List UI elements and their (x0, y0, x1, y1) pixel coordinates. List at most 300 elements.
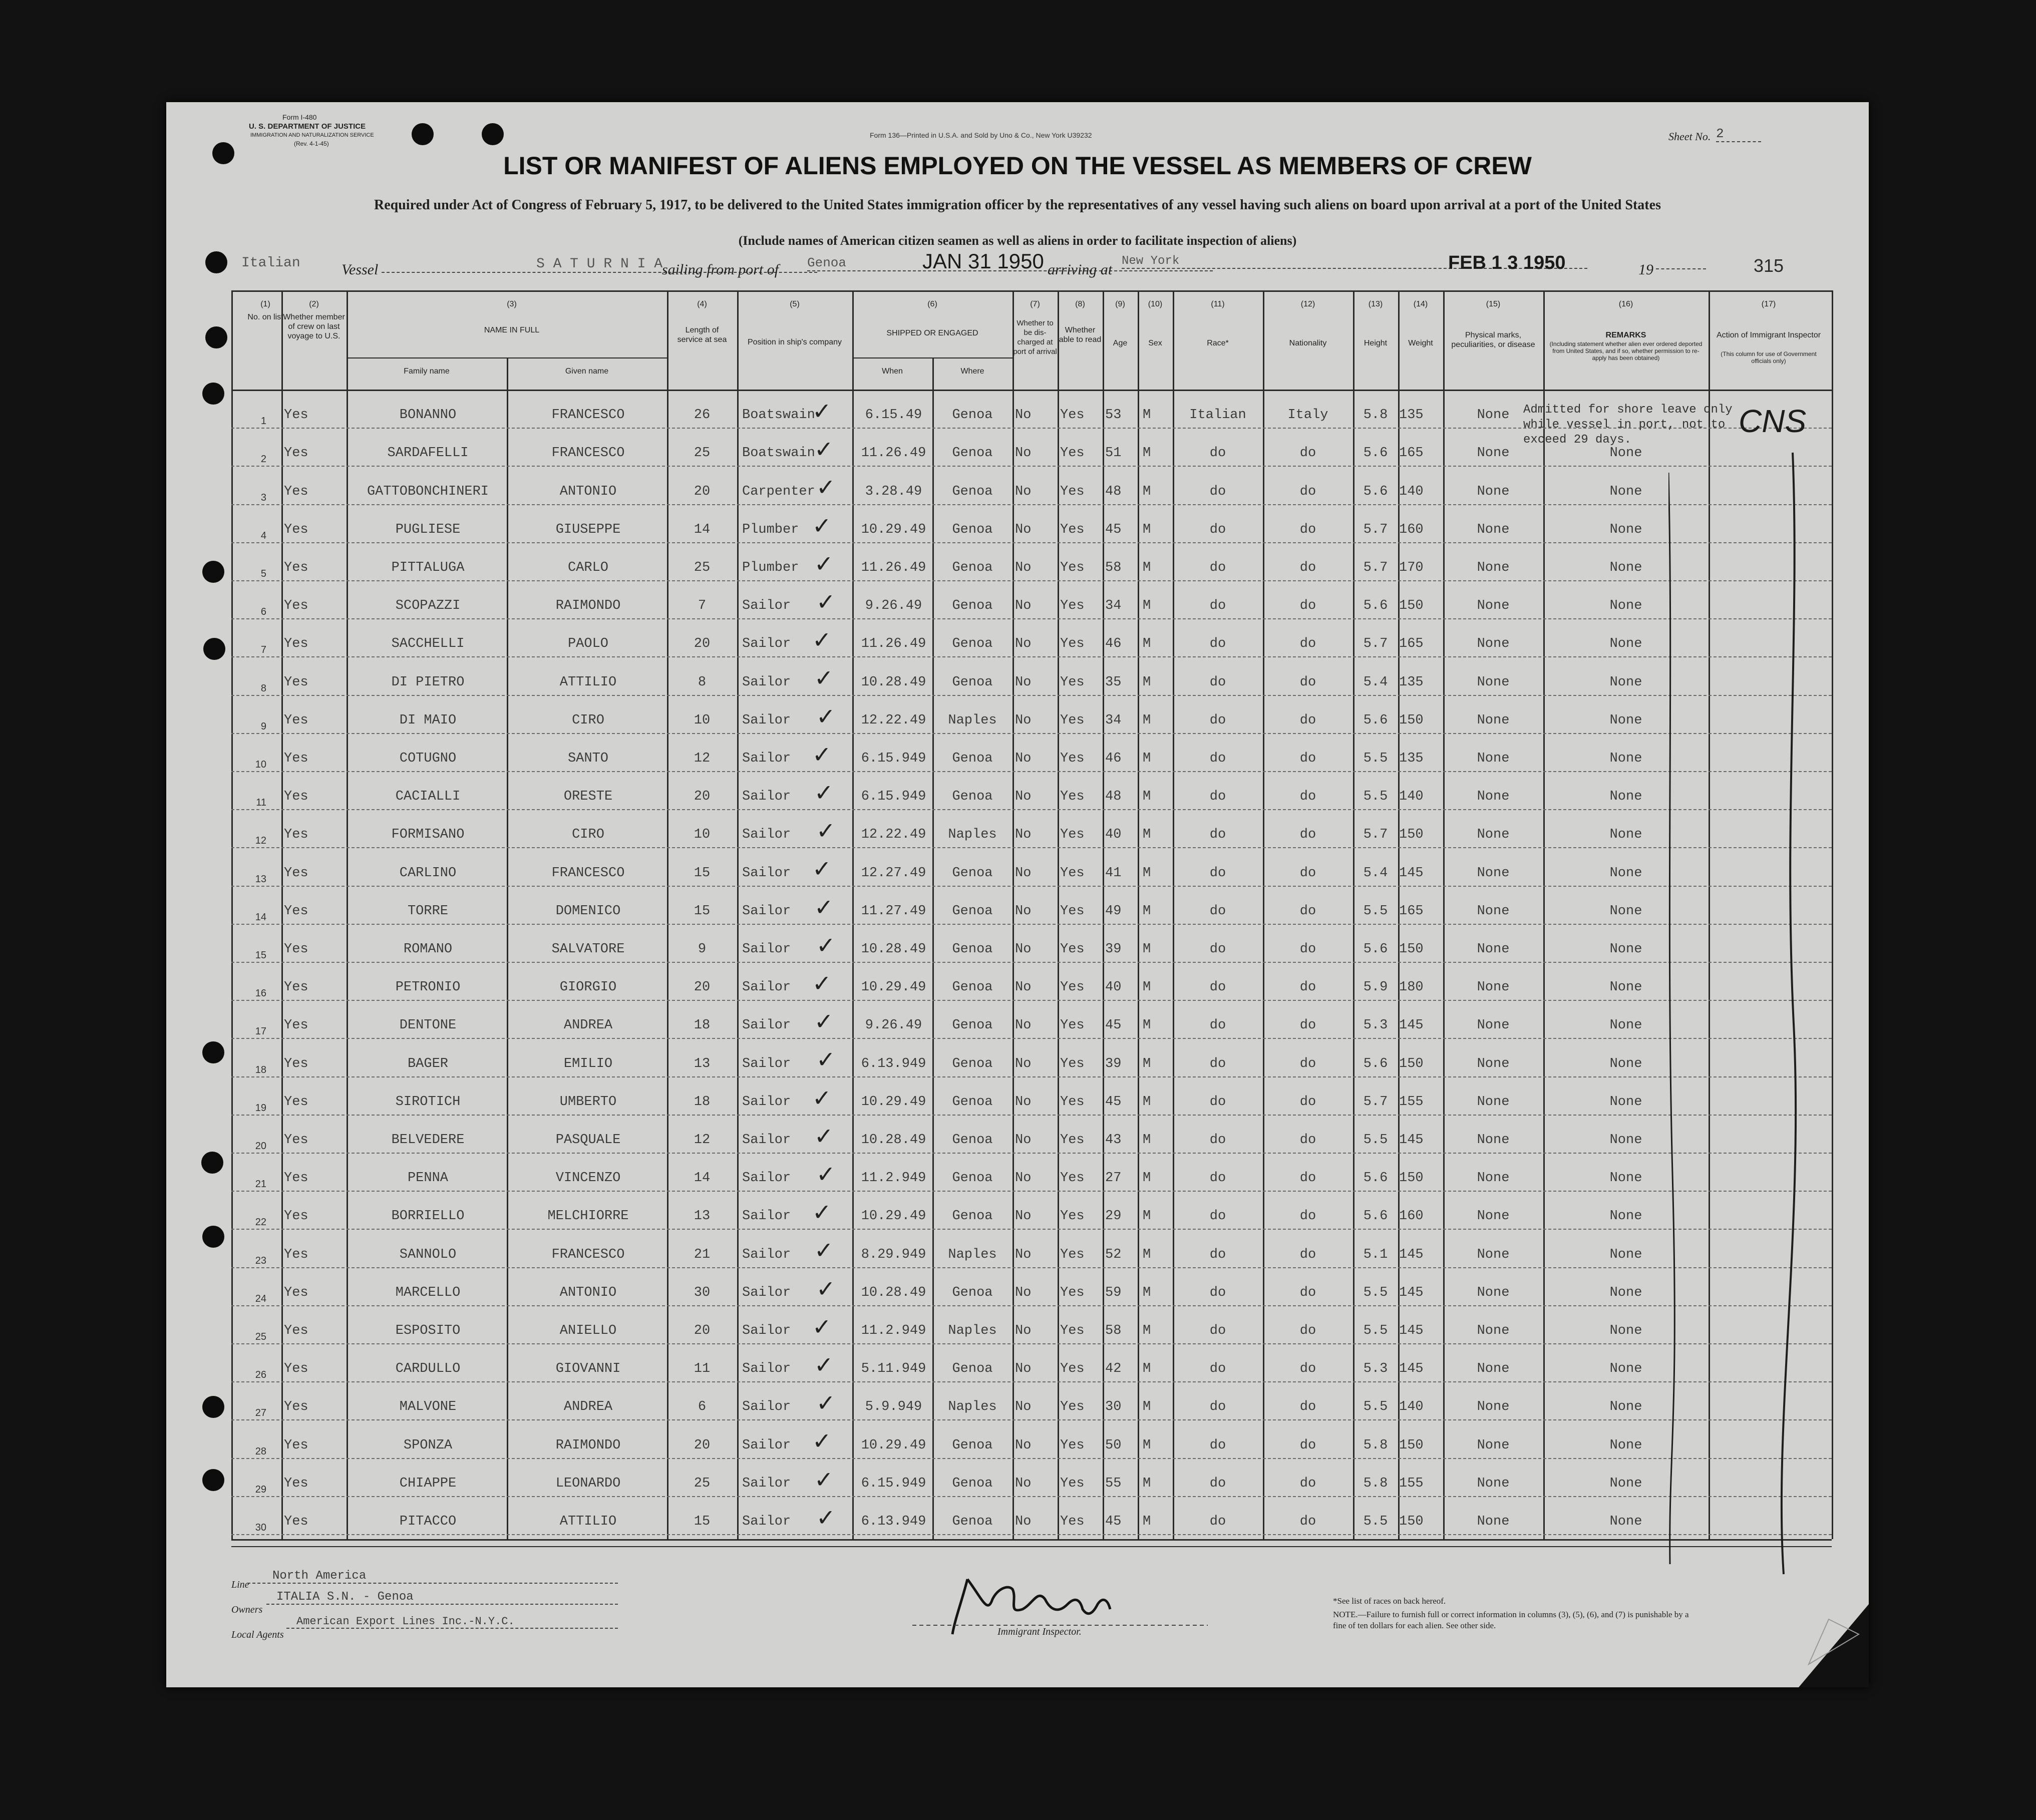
cell-service: 6 (698, 1399, 707, 1415)
cell-where: Genoa (952, 408, 993, 423)
cell-remarks: None (1609, 942, 1642, 957)
cell-sex: M (1143, 1476, 1151, 1491)
cell-read: Yes (1060, 636, 1085, 652)
row-rule (231, 1115, 1832, 1116)
cell-last: Yes (284, 942, 308, 957)
cell-when: 11.26.49 (861, 446, 926, 461)
cell-marks: None (1477, 522, 1510, 537)
cell-family: ESPOSITO (395, 1323, 461, 1338)
cell-last: Yes (284, 484, 308, 499)
row-rule (231, 1153, 1832, 1154)
cell-race: do (1209, 942, 1226, 957)
cell-race: do (1209, 1399, 1226, 1415)
cell-sex: M (1143, 865, 1151, 881)
cell-read: Yes (1060, 1209, 1085, 1224)
cell-last: Yes (284, 674, 308, 690)
cell-weight: 150 (1399, 1171, 1424, 1186)
cell-position: Sailor (742, 1247, 791, 1262)
cell-disch: No (1015, 827, 1032, 843)
column-divider (1058, 290, 1059, 1539)
col-header-no: No. on list (247, 313, 283, 321)
cell-marks: None (1477, 1018, 1510, 1033)
cell-remarks: None (1609, 865, 1642, 881)
cell-when: 6.13.949 (861, 1056, 926, 1071)
cell-where: Naples (948, 827, 997, 843)
cell-remarks: None (1609, 1285, 1642, 1300)
row-number: 29 (255, 1484, 266, 1495)
cell-sex: M (1143, 1361, 1151, 1377)
cell-when: 10.29.49 (861, 980, 926, 995)
cell-height: 5.9 (1363, 980, 1388, 995)
col-num: (6) (927, 300, 937, 308)
cell-family: BONANNO (399, 408, 457, 423)
cell-disch: No (1015, 560, 1032, 575)
voyage-nationality: Italian (241, 255, 300, 271)
cell-height: 5.6 (1363, 712, 1388, 728)
col-num: (4) (697, 300, 707, 308)
cell-sex: M (1143, 1285, 1151, 1300)
cell-nat: do (1299, 712, 1316, 728)
check-mark-icon: ✓ (816, 931, 836, 959)
cell-given: ANDREA (563, 1399, 613, 1415)
cell-marks: None (1477, 598, 1510, 614)
cell-age: 27 (1105, 1171, 1122, 1186)
cell-sex: M (1143, 980, 1151, 995)
punch-hole (202, 1041, 224, 1063)
row-number: 27 (255, 1407, 266, 1419)
cell-marks: None (1477, 789, 1510, 805)
cell-read: Yes (1060, 1056, 1085, 1071)
cell-height: 5.4 (1363, 865, 1388, 881)
cell-when: 8.29.949 (861, 1247, 926, 1262)
cell-read: Yes (1060, 712, 1085, 728)
cell-remarks: None (1609, 1171, 1642, 1186)
cell-height: 5.8 (1363, 1476, 1388, 1491)
cell-nat: Italy (1287, 408, 1328, 423)
row-rule (231, 1381, 1832, 1382)
cell-given: PAOLO (567, 636, 608, 652)
cell-where: Genoa (952, 636, 993, 652)
cell-when: 10.28.49 (861, 942, 926, 957)
races-note: *See list of races on back hereof. (1333, 1596, 1446, 1606)
cell-family: PENNA (407, 1171, 448, 1186)
column-divider (852, 290, 854, 1539)
cell-service: 14 (694, 522, 711, 537)
cell-given: FRANCESCO (551, 1247, 625, 1262)
cell-sex: M (1143, 751, 1151, 766)
cell-family: CARDULLO (395, 1361, 461, 1377)
cell-nat: do (1299, 522, 1316, 537)
cell-nat: do (1299, 1399, 1316, 1415)
cell-weight: 165 (1399, 636, 1424, 652)
cell-nat: do (1299, 751, 1316, 766)
cell-sex: M (1143, 598, 1151, 614)
cell-position: Sailor (742, 789, 791, 805)
row-number: 24 (255, 1293, 266, 1304)
check-mark-icon: ✓ (816, 474, 836, 501)
column-divider (667, 290, 668, 1539)
check-mark-icon: ✓ (812, 741, 832, 768)
cell-read: Yes (1060, 1171, 1085, 1186)
cell-disch: No (1015, 942, 1032, 957)
remark-row-1: Admitted for shore leave only while vessel in port, not to exceed 29 days. (1523, 403, 1733, 447)
cell-service: 25 (694, 560, 711, 575)
cell-when: 11.26.49 (861, 636, 926, 652)
check-mark-icon: ✓ (814, 1466, 834, 1493)
cell-race: do (1209, 1323, 1226, 1338)
cell-service: 15 (694, 903, 711, 919)
cell-remarks: None (1609, 1018, 1642, 1033)
cell-given: ANDREA (563, 1018, 613, 1033)
cell-race: do (1209, 598, 1226, 614)
column-divider (1353, 290, 1354, 1539)
row-rule (231, 1000, 1832, 1001)
cell-weight: 170 (1399, 560, 1424, 575)
cell-position: Sailor (742, 1056, 791, 1071)
cell-given: CIRO (572, 827, 604, 843)
cell-family: TORRE (407, 903, 448, 919)
vessel-label: Vessel (342, 261, 379, 278)
cell-remarks: None (1609, 1476, 1642, 1491)
cell-disch: No (1015, 408, 1032, 423)
cell-service: 20 (694, 1437, 711, 1453)
row-rule (231, 1458, 1832, 1459)
cell-family: BAGER (407, 1056, 448, 1071)
cell-last: Yes (284, 1361, 308, 1377)
cell-given: MELCHIORRE (547, 1209, 629, 1224)
cell-family: CARLINO (399, 865, 457, 881)
cell-age: 58 (1105, 560, 1122, 575)
cell-race: do (1209, 1247, 1226, 1262)
row-rule (231, 924, 1832, 925)
cell-family: SPONZA (403, 1437, 453, 1453)
cell-last: Yes (284, 1247, 308, 1262)
cell-height: 5.5 (1363, 751, 1388, 766)
col-header-name: NAME IN FULL (484, 326, 540, 334)
year-blank (1656, 268, 1706, 269)
column-divider (1443, 290, 1445, 1539)
cell-height: 5.6 (1363, 1209, 1388, 1224)
cell-weight: 135 (1399, 674, 1424, 690)
cell-read: Yes (1060, 1361, 1085, 1377)
row-number: 3 (260, 492, 266, 503)
cell-remarks: None (1609, 980, 1642, 995)
cell-remarks: None (1609, 1247, 1642, 1262)
cell-service: 26 (694, 408, 711, 423)
cell-race: do (1209, 1437, 1226, 1453)
port-from: Genoa (807, 255, 1213, 271)
cell-weight: 150 (1399, 827, 1424, 843)
cell-weight: 145 (1399, 1247, 1424, 1262)
table-bottom-border (231, 1539, 1832, 1541)
cell-age: 46 (1105, 751, 1122, 766)
cell-age: 39 (1105, 1056, 1122, 1071)
row-rule (231, 1305, 1832, 1306)
punch-hole (202, 383, 224, 405)
cell-where: Genoa (952, 1514, 993, 1529)
row-rule (231, 656, 1832, 657)
cell-read: Yes (1060, 789, 1085, 805)
cell-position: Sailor (742, 1094, 791, 1110)
col-header-service: Length of service at sea (677, 326, 727, 344)
cell-age: 46 (1105, 636, 1122, 652)
cell-height: 5.7 (1363, 636, 1388, 652)
cell-race: do (1209, 1018, 1226, 1033)
cell-when: 6.15.949 (861, 789, 926, 805)
cell-disch: No (1015, 446, 1032, 461)
col-header-last-voyage: Whether member of crew on last voyage to U.S. (283, 313, 345, 340)
cell-position: Plumber (742, 560, 799, 575)
cell-last: Yes (284, 636, 308, 652)
cell-family: BELVEDERE (391, 1133, 465, 1148)
cell-service: 20 (694, 1323, 711, 1338)
row-number: 23 (255, 1255, 266, 1266)
row-rule (231, 1419, 1832, 1420)
col-num: (14) (1413, 300, 1428, 308)
col-header-read: Whether able to read (1059, 326, 1102, 344)
cell-disch: No (1015, 1171, 1032, 1186)
cell-height: 5.7 (1363, 1094, 1388, 1110)
cell-remarks: None (1609, 751, 1642, 766)
cell-height: 5.8 (1363, 408, 1388, 423)
cell-service: 13 (694, 1209, 711, 1224)
check-mark-icon: ✓ (812, 398, 832, 425)
cell-given: ATTILIO (559, 674, 617, 690)
col-header-remarks-note: (Including statement whether alien ever ordered deported from United States, and if so, whether permission to re-apply has been obtained) (1549, 340, 1703, 361)
cell-age: 53 (1105, 408, 1122, 423)
row-rule (231, 733, 1832, 734)
row-number: 15 (255, 950, 266, 961)
row-rule (231, 1534, 1832, 1535)
cell-last: Yes (284, 1056, 308, 1071)
cell-height: 5.7 (1363, 522, 1388, 537)
cell-position: Sailor (742, 636, 791, 652)
cell-given: CARLO (567, 560, 608, 575)
cell-height: 5.4 (1363, 674, 1388, 690)
cell-when: 6.15.949 (861, 1476, 926, 1491)
cell-sex: M (1143, 1399, 1151, 1415)
cell-where: Genoa (952, 1285, 993, 1300)
cell-nat: do (1299, 827, 1316, 843)
cell-disch: No (1015, 903, 1032, 919)
cell-height: 5.6 (1363, 942, 1388, 957)
col-header-where: Where (960, 367, 984, 376)
cell-remarks: None (1609, 674, 1642, 690)
cell-given: SALVATORE (551, 942, 625, 957)
check-mark-icon: ✓ (816, 1046, 836, 1073)
cell-marks: None (1477, 1399, 1510, 1415)
cell-last: Yes (284, 560, 308, 575)
cell-position: Sailor (742, 1476, 791, 1491)
cell-nat: do (1299, 1056, 1316, 1071)
cell-race: do (1209, 827, 1226, 843)
cell-where: Genoa (952, 446, 993, 461)
cell-remarks: None (1609, 903, 1642, 919)
row-number: 25 (255, 1331, 266, 1342)
cell-race: do (1209, 1094, 1226, 1110)
cell-marks: None (1477, 942, 1510, 957)
check-mark-icon: ✓ (812, 855, 832, 883)
col-num: (9) (1115, 300, 1125, 308)
row-number: 26 (255, 1369, 266, 1381)
check-mark-icon: ✓ (814, 436, 834, 463)
cell-weight: 135 (1399, 751, 1424, 766)
cell-sex: M (1143, 408, 1151, 423)
cell-race: do (1209, 789, 1226, 805)
cell-marks: None (1477, 1361, 1510, 1377)
cell-marks: None (1477, 446, 1510, 461)
cell-race: Italian (1189, 408, 1246, 423)
cell-remarks: None (1609, 827, 1642, 843)
cell-given: ANIELLO (559, 1323, 617, 1338)
cell-age: 45 (1105, 1094, 1122, 1110)
cell-sex: M (1143, 560, 1151, 575)
punch-hole (201, 1152, 223, 1174)
cell-disch: No (1015, 674, 1032, 690)
column-divider (1103, 290, 1104, 1539)
cell-last: Yes (284, 1209, 308, 1224)
cell-nat: do (1299, 1171, 1316, 1186)
cell-sex: M (1143, 789, 1151, 805)
row-number: 28 (255, 1445, 266, 1457)
cell-position: Sailor (742, 1209, 791, 1224)
cell-weight: 150 (1399, 1514, 1424, 1529)
cell-family: GATTOBONCHINERI (367, 484, 489, 499)
cell-where: Genoa (952, 1094, 993, 1110)
check-mark-icon: ✓ (816, 1504, 836, 1531)
check-mark-icon: ✓ (812, 512, 832, 539)
cell-weight: 150 (1399, 598, 1424, 614)
punch-hole (203, 638, 225, 660)
cell-when: 9.26.49 (865, 1018, 922, 1033)
cell-last: Yes (284, 903, 308, 919)
row-number: 7 (260, 644, 266, 656)
check-mark-icon: ✓ (816, 1161, 836, 1188)
cell-position: Sailor (742, 1437, 791, 1453)
cell-family: SARDAFELLI (387, 446, 469, 461)
cell-weight: 140 (1399, 789, 1424, 805)
cell-read: Yes (1060, 751, 1085, 766)
cell-disch: No (1015, 1437, 1032, 1453)
cell-marks: None (1477, 484, 1510, 499)
cell-where: Naples (948, 712, 997, 728)
cell-race: do (1209, 560, 1226, 575)
check-mark-icon: ✓ (812, 970, 832, 997)
cell-remarks: None (1609, 522, 1642, 537)
cell-family: ROMANO (403, 942, 453, 957)
cell-where: Naples (948, 1323, 997, 1338)
cell-remarks: None (1609, 1514, 1642, 1529)
col-header-given-name: Given name (565, 367, 609, 376)
cell-marks: None (1477, 636, 1510, 652)
cell-marks: None (1477, 1133, 1510, 1148)
col-header-age: Age (1113, 339, 1128, 347)
cell-last: Yes (284, 980, 308, 995)
cell-sex: M (1143, 1323, 1151, 1338)
cell-service: 8 (698, 674, 707, 690)
cell-remarks: None (1609, 1209, 1642, 1224)
col-num: (2) (309, 300, 319, 308)
col-header-position: Position in ship's company (747, 338, 842, 346)
arriving-label: arriving at (1048, 261, 1113, 278)
cell-disch: No (1015, 1399, 1032, 1415)
cell-when: 11.27.49 (861, 903, 926, 919)
cell-weight: 135 (1399, 408, 1424, 423)
cell-marks: None (1477, 408, 1510, 423)
cell-remarks: None (1609, 1323, 1642, 1338)
cell-age: 40 (1105, 827, 1122, 843)
cell-nat: do (1299, 942, 1316, 957)
row-number: 19 (255, 1102, 266, 1114)
cell-family: SANNOLO (399, 1247, 457, 1262)
cell-disch: No (1015, 1323, 1032, 1338)
cell-given: EMILIO (563, 1056, 613, 1071)
cell-remarks: None (1609, 712, 1642, 728)
cell-height: 5.5 (1363, 789, 1388, 805)
cell-service: 20 (694, 636, 711, 652)
cell-height: 5.5 (1363, 1399, 1388, 1415)
footer-owners: ITALIA S.N. - Genoa (266, 1590, 618, 1605)
cell-marks: None (1477, 751, 1510, 766)
cell-sex: M (1143, 712, 1151, 728)
cell-sex: M (1143, 1094, 1151, 1110)
cell-remarks: None (1609, 560, 1642, 575)
row-rule (231, 1191, 1832, 1192)
cell-service: 30 (694, 1285, 711, 1300)
check-mark-icon: ✓ (812, 626, 832, 654)
cell-read: Yes (1060, 408, 1085, 423)
cell-read: Yes (1060, 1133, 1085, 1148)
footer-line: North America (247, 1569, 618, 1584)
check-mark-icon: ✓ (814, 1237, 834, 1264)
cell-when: 6.15.49 (865, 408, 922, 423)
cell-service: 10 (694, 712, 711, 728)
cell-marks: None (1477, 827, 1510, 843)
cell-family: PUGLIESE (395, 522, 461, 537)
col-num: (11) (1211, 300, 1225, 308)
cell-service: 21 (694, 1247, 711, 1262)
cell-given: ORESTE (563, 789, 613, 805)
check-mark-icon: ✓ (814, 893, 834, 921)
corner-fold (1799, 1604, 1869, 1687)
row-rule (231, 886, 1832, 887)
cell-read: Yes (1060, 1476, 1085, 1491)
cell-remarks: None (1609, 789, 1642, 805)
cell-disch: No (1015, 522, 1032, 537)
cell-age: 59 (1105, 1285, 1122, 1300)
cell-family: FORMISANO (391, 827, 465, 843)
cell-service: 10 (694, 827, 711, 843)
row-rule (231, 1076, 1832, 1077)
cell-age: 35 (1105, 674, 1122, 690)
check-mark-icon: ✓ (816, 702, 836, 730)
cell-position: Sailor (742, 1285, 791, 1300)
col-num: (5) (790, 300, 800, 308)
cell-sex: M (1143, 1209, 1151, 1224)
cell-weight: 145 (1399, 1018, 1424, 1033)
cell-weight: 145 (1399, 1285, 1424, 1300)
cell-disch: No (1015, 484, 1032, 499)
cell-position: Sailor (742, 903, 791, 919)
cell-position: Sailor (742, 1361, 791, 1377)
row-rule (231, 1267, 1832, 1268)
manifest-sheet (166, 102, 1869, 1687)
arrival-date-stamp: FEB 1 3 1950 (1448, 252, 1566, 273)
col-header-nationality: Nationality (1289, 339, 1327, 347)
footer-agents: American Export Lines Inc.-N.Y.C. (286, 1615, 618, 1629)
cell-disch: No (1015, 865, 1032, 881)
cell-weight: 145 (1399, 865, 1424, 881)
